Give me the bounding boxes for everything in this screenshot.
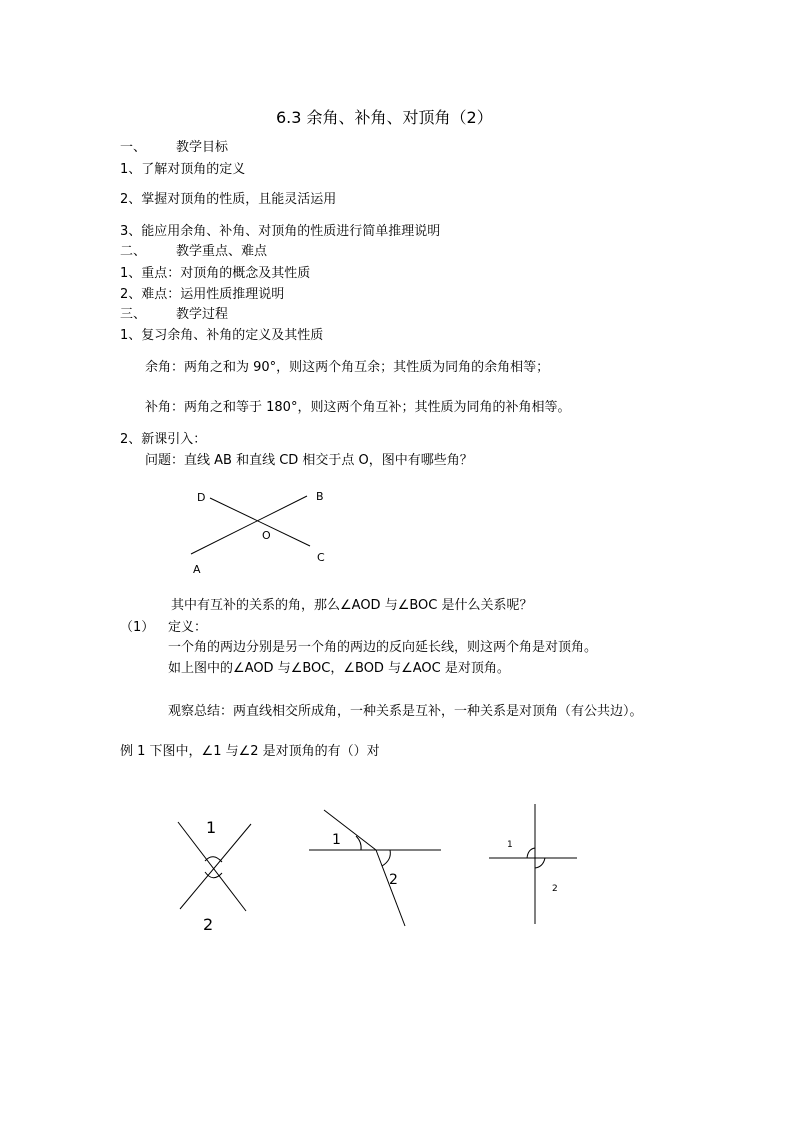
intersecting-lines-figure	[191, 490, 325, 576]
section-1-title: 教学目标	[176, 140, 229, 155]
intro-heading: 2、新课引入：	[120, 432, 207, 447]
section-3-title: 教学过程	[176, 307, 229, 322]
example-figure-2	[309, 810, 441, 926]
point-label-b: B	[316, 490, 324, 503]
goal-item-3: 3、能应用余角、补角、对顶角的性质进行简单推理说明	[120, 224, 441, 239]
page-title: 6.3 余角、补角、对顶角（2）	[276, 108, 493, 127]
point-label-c: C	[317, 551, 325, 564]
example-figure-1	[178, 818, 251, 934]
angle-label-2: 2	[552, 884, 558, 894]
example-1-text: 例 1 下图中，∠1 与∠2 是对顶角的有（）对	[120, 744, 380, 759]
point-label-o: O	[262, 529, 271, 542]
angle-label-1: 1	[206, 818, 217, 837]
point-label-a: A	[193, 563, 201, 576]
observation-summary: 观察总结：两直线相交所成角，一种关系是互补，一种关系是对顶角（有公共边）。	[168, 704, 643, 719]
complementary-definition: 余角：两角之和为 90°，则这两个角互余；其性质为同角的余角相等；	[145, 360, 550, 375]
point-label-d: D	[197, 491, 206, 504]
section-2-title: 教学重点、难点	[176, 244, 268, 259]
section-3-number: 三、	[120, 307, 147, 322]
supplementary-definition: 补角：两角之和等于 180°，则这两个角互补；其性质为同角的补角相等。	[145, 400, 571, 415]
section-2-number: 二、	[120, 244, 147, 259]
definition-label: 定义：	[168, 620, 208, 635]
line-cd	[210, 498, 310, 546]
angle-label-2: 2	[389, 872, 398, 888]
intro-question: 问题：直线 AB 和直线 CD 相交于点 O，图中有哪些角？	[145, 453, 473, 468]
review-heading: 1、复习余角、补角的定义及其性质	[120, 328, 324, 343]
angle-label-1: 1	[332, 832, 341, 848]
angle-2-arc	[535, 858, 545, 868]
goal-item-1: 1、了解对顶角的定义	[120, 162, 246, 177]
definition-example: 如上图中的∠AOD 与∠BOC，∠BOD 与∠AOC 是对顶角。	[168, 661, 510, 676]
goal-item-2: 2、掌握对顶角的性质，且能灵活运用	[120, 192, 337, 207]
angle-1-arc	[527, 848, 535, 858]
section-1-number: 一、	[120, 140, 147, 155]
example-figure-3	[489, 804, 577, 924]
definition-text: 一个角的两边分别是另一个角的两边的反向延长线，则这两个角是对顶角。	[168, 640, 598, 655]
key-point-2: 2、难点：运用性质推理说明	[120, 287, 285, 302]
definition-number: （1）	[120, 620, 155, 635]
angle-2-arc	[382, 850, 390, 866]
line-ab	[191, 496, 307, 554]
key-point-1: 1、重点：对顶角的概念及其性质	[120, 266, 311, 281]
angle-label-1: 1	[507, 840, 513, 850]
relation-question: 其中有互补的关系的角，那么∠AOD 与∠BOC 是什么关系呢？	[171, 598, 533, 613]
angle-label-2: 2	[203, 915, 214, 934]
